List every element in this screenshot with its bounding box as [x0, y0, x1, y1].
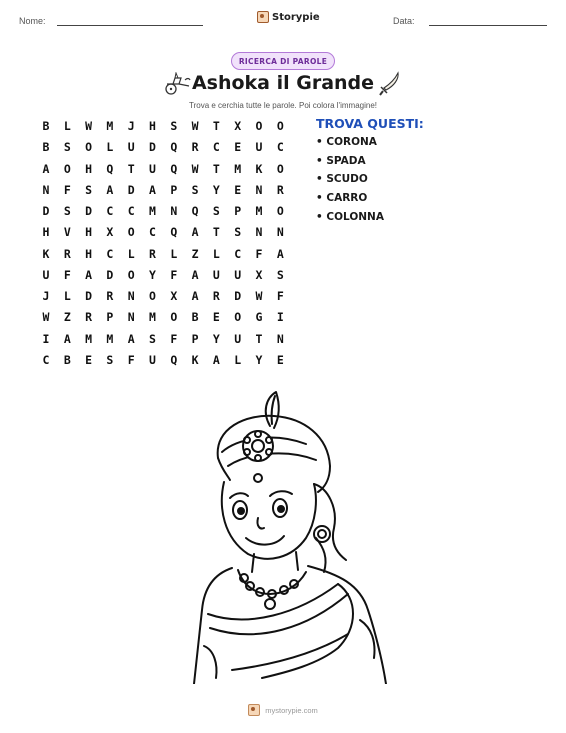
activity-badge: RICERCA DI PAROLE	[231, 52, 335, 70]
grid-letter[interactable]: O	[276, 204, 284, 218]
grid-letter[interactable]: Z	[191, 246, 199, 261]
grid-letter[interactable]: E	[234, 140, 242, 155]
word-list-item: • SPADA	[316, 155, 384, 174]
grid-letter[interactable]: C	[234, 246, 242, 261]
grid-letter[interactable]: J	[127, 119, 135, 133]
grid-letter[interactable]: H	[42, 225, 50, 240]
date-field[interactable]	[429, 25, 547, 26]
grid-letter[interactable]: F	[276, 289, 284, 303]
grid-letter[interactable]: A	[191, 289, 199, 303]
grid-letter[interactable]: S	[85, 182, 93, 197]
grid-letter[interactable]: O	[276, 161, 284, 176]
grid-letter[interactable]: W	[191, 161, 199, 176]
grid-letter[interactable]: O	[255, 119, 263, 133]
grid-letter[interactable]: G	[255, 310, 263, 325]
storypie-logo-icon	[257, 11, 269, 23]
grid-letter[interactable]: L	[212, 246, 220, 261]
grid-letter[interactable]: M	[149, 310, 156, 325]
grid-letter[interactable]: A	[191, 225, 199, 240]
grid-letter[interactable]: I	[42, 331, 50, 346]
grid-letter[interactable]: D	[85, 204, 93, 218]
grid-letter[interactable]: O	[149, 289, 156, 303]
grid-letter[interactable]: E	[276, 352, 284, 367]
grid-letter[interactable]: R	[63, 246, 71, 261]
grid-letter[interactable]: V	[63, 225, 71, 240]
grid-letter[interactable]: A	[212, 352, 220, 367]
grid-letter[interactable]: U	[149, 352, 156, 367]
grid-letter[interactable]: N	[42, 182, 50, 197]
grid-letter[interactable]: D	[42, 204, 50, 218]
grid-letter[interactable]: M	[234, 161, 242, 176]
grid-letter[interactable]: E	[212, 310, 220, 325]
grid-letter[interactable]: U	[234, 331, 242, 346]
grid-letter[interactable]: X	[106, 225, 114, 240]
grid-letter[interactable]: A	[127, 331, 135, 346]
page-title: Ashoka il Grande	[191, 72, 375, 94]
grid-letter[interactable]: T	[212, 119, 220, 133]
grid-letter[interactable]: N	[276, 225, 284, 240]
grid-letter[interactable]: P	[106, 310, 114, 325]
grid-letter[interactable]: U	[149, 161, 156, 176]
grid-letter[interactable]: O	[234, 310, 242, 325]
grid-letter[interactable]: C	[276, 140, 284, 155]
grid-letter[interactable]: A	[276, 246, 284, 261]
grid-letter[interactable]: L	[234, 352, 242, 367]
grid-letter[interactable]: M	[106, 331, 114, 346]
grid-letter[interactable]: D	[127, 182, 135, 197]
grid-letter[interactable]: S	[149, 331, 156, 346]
grid-letter[interactable]: U	[234, 267, 242, 282]
grid-letter[interactable]: S	[276, 267, 284, 282]
grid-letter[interactable]: H	[149, 119, 156, 133]
grid-letter[interactable]: H	[85, 225, 93, 240]
grid-letter[interactable]: U	[127, 140, 135, 155]
grid-letter[interactable]: F	[127, 352, 135, 367]
grid-letter[interactable]: L	[106, 140, 114, 155]
grid-letter[interactable]: S	[212, 204, 220, 218]
grid-letter[interactable]: N	[127, 289, 135, 303]
grid-letter[interactable]: Q	[191, 204, 199, 218]
grid-letter[interactable]: Y	[255, 352, 263, 367]
grid-letter[interactable]: O	[127, 267, 135, 282]
grid-letter[interactable]: B	[42, 119, 50, 133]
grid-letter[interactable]: R	[106, 289, 114, 303]
word-list-title: TROVA QUESTI:	[316, 116, 424, 131]
word-list-item: • SCUDO	[316, 173, 384, 192]
grid-letter[interactable]: H	[85, 161, 93, 176]
grid-letter[interactable]: U	[42, 267, 50, 282]
grid-letter[interactable]: W	[191, 119, 199, 133]
grid-letter[interactable]: A	[106, 182, 114, 197]
grid-letter[interactable]: P	[191, 331, 199, 346]
grid-letter[interactable]: N	[276, 331, 284, 346]
sword-icon	[378, 71, 402, 97]
grid-letter[interactable]: L	[170, 246, 178, 261]
grid-letter[interactable]: M	[149, 204, 156, 218]
grid-letter[interactable]: P	[170, 182, 178, 197]
grid-letter[interactable]: S	[170, 119, 178, 133]
word-list-item: • CORONA	[316, 136, 384, 155]
grid-letter[interactable]: U	[255, 140, 263, 155]
grid-letter[interactable]: O	[127, 225, 135, 240]
grid-letter[interactable]: P	[234, 204, 242, 218]
grid-letter[interactable]: D	[234, 289, 242, 303]
grid-letter[interactable]: K	[255, 161, 263, 176]
instructions: Trova e cerchia tutte le parole. Poi colora l'immagine!	[189, 101, 377, 110]
grid-letter[interactable]: Q	[170, 161, 178, 176]
grid-letter[interactable]: F	[170, 331, 178, 346]
grid-letter[interactable]: R	[191, 140, 199, 155]
grid-letter[interactable]: S	[191, 182, 199, 197]
grid-letter[interactable]: O	[276, 119, 284, 133]
grid-letter[interactable]: F	[255, 246, 263, 261]
grid-letter[interactable]: S	[63, 140, 71, 155]
grid-letter[interactable]: F	[63, 182, 71, 197]
grid-letter[interactable]: C	[42, 352, 50, 367]
footer	[0, 704, 566, 716]
grid-letter[interactable]: Q	[106, 161, 114, 176]
grid-letter[interactable]: Q	[170, 352, 178, 367]
grid-letter[interactable]: B	[63, 352, 71, 367]
grid-letter[interactable]: X	[255, 267, 263, 282]
grid-letter[interactable]: C	[212, 140, 220, 155]
grid-letter[interactable]: C	[127, 204, 135, 218]
grid-letter[interactable]: Z	[63, 310, 71, 325]
grid-letter[interactable]: R	[212, 289, 220, 303]
brand-name: Storypie	[272, 11, 320, 23]
grid-letter[interactable]: D	[106, 267, 114, 282]
grid-letter[interactable]: F	[170, 267, 178, 282]
grid-letter[interactable]: M	[106, 119, 114, 133]
grid-letter[interactable]: S	[234, 225, 242, 240]
grid-letter[interactable]: Q	[170, 225, 178, 240]
grid-letter[interactable]: A	[63, 331, 71, 346]
grid-letter[interactable]: K	[42, 246, 50, 261]
grid-letter[interactable]: T	[212, 161, 220, 176]
grid-letter[interactable]: R	[149, 246, 156, 261]
grid-letter[interactable]: H	[85, 246, 93, 261]
grid-letter[interactable]: S	[63, 204, 71, 218]
word-list	[316, 136, 384, 229]
grid-letter[interactable]: W	[42, 310, 50, 325]
grid-letter[interactable]: B	[42, 140, 50, 155]
grid-letter[interactable]: N	[127, 310, 135, 325]
grid-letter[interactable]: Y	[212, 331, 220, 346]
grid-letter[interactable]: N	[170, 204, 178, 218]
grid-letter[interactable]: J	[42, 289, 50, 303]
grid-letter[interactable]: C	[106, 246, 114, 261]
grid-letter[interactable]: R	[276, 182, 284, 197]
grid-letter[interactable]: I	[276, 310, 284, 325]
grid-letter[interactable]: N	[255, 182, 263, 197]
grid-letter[interactable]: N	[255, 225, 263, 240]
name-field[interactable]	[57, 25, 203, 26]
grid-letter[interactable]: X	[170, 289, 178, 303]
grid-letter[interactable]: O	[85, 140, 93, 155]
grid-letter[interactable]: U	[212, 267, 220, 282]
grid-letter[interactable]: W	[255, 289, 263, 303]
grid-letter[interactable]: X	[234, 119, 242, 133]
grid-letter[interactable]: F	[63, 267, 71, 282]
grid-letter[interactable]: A	[149, 182, 156, 197]
grid-letter[interactable]: L	[63, 289, 71, 303]
grid-letter[interactable]: M	[255, 204, 263, 218]
grid-letter[interactable]: O	[63, 161, 71, 176]
grid-letter[interactable]: L	[127, 246, 135, 261]
grid-letter[interactable]: C	[106, 204, 114, 218]
grid-letter[interactable]: T	[127, 161, 135, 176]
grid-letter[interactable]: Y	[149, 267, 156, 282]
grid-letter[interactable]: T	[212, 225, 220, 240]
grid-letter[interactable]: Y	[212, 182, 220, 197]
date-label: Data:	[393, 16, 415, 26]
grid-letter[interactable]: E	[234, 182, 242, 197]
word-search-grid	[36, 116, 298, 370]
grid-letter[interactable]: W	[85, 119, 93, 133]
grid-letter[interactable]: A	[42, 161, 50, 176]
grid-letter[interactable]: D	[85, 289, 93, 303]
grid-letter[interactable]: O	[170, 310, 178, 325]
ashoka-illustration	[188, 388, 394, 684]
brand-logo	[257, 11, 320, 23]
grid-letter[interactable]: L	[63, 119, 71, 133]
grid-letter[interactable]: T	[255, 331, 263, 346]
grid-letter[interactable]: K	[191, 352, 199, 367]
grid-letter[interactable]: Q	[170, 140, 178, 155]
grid-letter[interactable]: A	[191, 267, 199, 282]
grid-letter[interactable]: E	[85, 352, 93, 367]
grid-letter[interactable]: S	[106, 352, 114, 367]
grid-letter[interactable]: A	[85, 267, 93, 282]
word-list-item: • CARRO	[316, 192, 384, 211]
grid-letter[interactable]: D	[149, 140, 156, 155]
grid-letter[interactable]: M	[85, 331, 93, 346]
grid-letter[interactable]: B	[191, 310, 199, 325]
grid-letter[interactable]: C	[149, 225, 156, 240]
grid-letter[interactable]: R	[85, 310, 93, 325]
word-list-item: • COLONNA	[316, 211, 384, 230]
storypie-footer-icon	[248, 704, 260, 716]
footer-url[interactable]: mystorypie.com	[265, 705, 318, 715]
name-label: Nome:	[19, 16, 46, 26]
